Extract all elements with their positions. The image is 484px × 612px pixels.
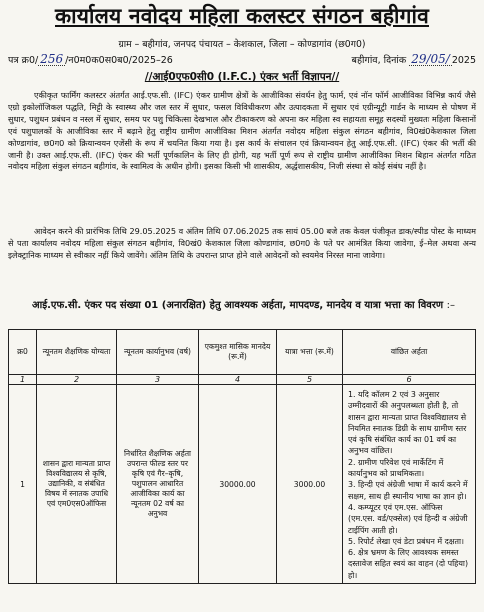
post-details-heading	[8, 299, 476, 312]
column-number: 2	[37, 375, 117, 385]
table-header-row	[9, 330, 476, 375]
header-sno: क्र0	[9, 330, 37, 375]
list-item: 5. रिपोर्ट लेखा एवं डेटा प्रबंधन में दक्षता।	[348, 536, 465, 546]
column-number: 1	[9, 375, 37, 385]
letter-date	[352, 53, 476, 66]
office-address: ग्राम – बहीगांव, जनपद पंचायत – केशकाल, जिला – कोण्डागांव (छ0ग0)	[118, 39, 366, 50]
header-experience: न्यूनतम कार्यानुभव (वर्ष)	[117, 330, 199, 375]
column-number-row	[9, 375, 476, 385]
application-paragraph: आवेदन करने की प्रारंभिक तिथि 29.05.2025 व अंतिम तिथि 07.06.2025 तक सायं 05.00 बजे तक केवल पंजीकृत डाक/स्पीड पोस्ट के माध्यम से पता कार्यालय नवोदय महिला संकुल संगठन बहीगांव, वि0खं0 केशकाल जिला कोण्डागांव, छ0ग0 के पते पर आमंत्रित किया जावेगा, ई–मेल अथवा अन्य इलेक्ट्रानिक माध्यम से स्वीकार नहीं किये जावेंगे। अंतिम तिथि के उपरान्त प्राप्त होने वाले आवेदनों को स्वयमेव निरस्त माना जावेगा।	[8, 226, 476, 260]
cell-honorarium: 30000.00	[199, 385, 277, 584]
date-prefix: बहीगांव, दिनांक	[351, 55, 407, 66]
notice-heading: //आई0एफ0सी0 (I.F.C.) एंकर भर्ती विज्ञापन//	[144, 71, 340, 83]
letter-number-prefix: पत्र क्र0/	[8, 55, 39, 66]
column-number: 4	[199, 375, 277, 385]
column-number: 6	[343, 375, 476, 385]
handwritten-letter-number: 256	[40, 52, 64, 66]
cell-travel-allowance: 3000.00	[277, 385, 343, 584]
header-qualification: न्यूनतम शैक्षणिक योग्यता	[37, 330, 117, 375]
header-honorarium: एकमुश्त मासिक मानदेय (रू.में)	[199, 330, 277, 375]
post-heading-text: आई.एफ.सी. एंकर पद संख्या 01 (अनारक्षित) हेतु आवश्यक अर्हता, मापदण्ड, मानदेय व यात्रा भत्ता का विवरण	[32, 300, 444, 311]
office-title: कार्यालय नवोदय महिला कलस्टर संगठन बहीगांव	[55, 4, 429, 28]
list-item: 4. कम्प्यूटर एवं एम.एस. ऑफिस (एम.एस. वर्ड/एक्सेल) एवं हिन्दी व अंग्रेजी टाईपिंग आती हो।	[348, 502, 468, 535]
handwritten-date: 29/05/	[411, 52, 450, 66]
reference-line	[8, 53, 476, 69]
cell-qualification: शासन द्वारा मान्यता प्राप्त विश्वविद्यालय से कृषि, उद्यानिकी, व संबंधित विषय में स्नातक उपाधि एवं एम0एस0ऑफिस	[37, 385, 117, 584]
letter-number	[8, 53, 173, 66]
letter-number-suffix: /न0म0क0स0ब0/2025–26	[65, 55, 173, 66]
desired-criteria-list	[346, 387, 472, 581]
list-item: 1. यदि कॉलम 2 एवं 3 अनुसार उम्मीदवारों की अनुपलब्धता होती है, तो शासन द्वारा मान्यता प्राप्त विश्वविद्यालय से नियमित स्नातक डिग्री के साथ ग्रामीण स्तर एवं कृषि संबंधित कार्य का 01 वर्ष का अनुभव वांछित।	[348, 390, 467, 456]
cell-experience: निर्धारित शैक्षणिक अर्हता उपरान्त फील्ड स्तर पर कृषि एवं गैर–कृषि, पशुपालन आधारित आजीविका कार्य का न्यूनतम 02 वर्ष का अनुभव	[117, 385, 199, 584]
intro-paragraph: एकीकृत फार्मिंग कलस्टर अंतर्गत आई.एफ.सी. (IFC) एंकर ग्रामीण क्षेत्रों के आजीविका संवर्धन हेतु फार्म, एवं नॉन फॉर्म आजीविका विभिन्न कार्य जैसे एग्रो इकोलॉजिकल पद्धति, मिट्टी के स्वास्थ्य और जल स्तर में सुधार, फसल विविधीकरण और उत्पादकता में सुधार एवं एग्रीन्यूट्री गार्डन के माध्यम से पोषण में सुधार, पशुधन प्रबंधन व नस्ल में सुधार, समय पर पशु चिकित्सा देखभाल और टीकाकरण को अपना कर महिला स्व सहायता समूह सदस्यों मुख्यतः महिला किसानों एवं पशुपालकों के आजीविका स्तर में बढ़ाने हेतु राष्ट्रीय ग्रामीण आजीविका मिशन अंतर्गत नवोदय महिला संकुल संगठन बहीगांव, वि0खं0केशकाल जिला कोण्डागांव, छ0ग0 को क्रियान्वयन एजेंसी के रूप में चयनित किया गया है। इस कार्य के संचालन एवं क्रियान्वयन हेतु आई.एफ.सी. (IFC) एंकर की भर्ती की जानी है। उक्त आई.एफ.सी. (IFC) एंकर की भर्ती पूर्णकालिन के लिए ही होगी, यह भर्ती पूर्ण रूप से राष्ट्रीय ग्रामीण आजीविका मिशन बिहान अंतर्गत गठित नवोदय महिला संकुल संगठन बहीगांव, के स्वामित्व के अधीन होगी। इसका किसी भी शासकीय, अर्द्धशासकीय, निजी संस्था से कोई संबंध नहीं है।	[8, 90, 476, 172]
header-desired-qualification: वांछित अर्हता	[343, 330, 476, 375]
requirements-table	[8, 329, 476, 584]
cell-sno: 1	[9, 385, 37, 584]
header-travel-allowance: यात्रा भत्ता (रू.में)	[277, 330, 343, 375]
list-item: 6. क्षेत्र भ्रमण के लिए आवश्यक समस्त दस्तावेज सहित स्वयं का वाहन (दो पहिया) हो।	[348, 548, 469, 580]
post-heading-tail: :–	[446, 300, 456, 311]
date-year: 2025	[451, 55, 476, 66]
column-number: 3	[117, 375, 199, 385]
list-item: 3. हिन्दी एवं अंग्रेजी भाषा में कार्य करने में सक्षम, साथ ही स्थानीय भाषा का ज्ञान हो।	[348, 480, 468, 501]
cell-desired-qualification	[343, 385, 476, 584]
table-row	[9, 385, 476, 584]
column-number: 5	[277, 375, 343, 385]
list-item: 2. ग्रामीण परिवेश एवं मार्केटिंग में कार्यानुभव को प्राथमिकता।	[348, 457, 444, 479]
